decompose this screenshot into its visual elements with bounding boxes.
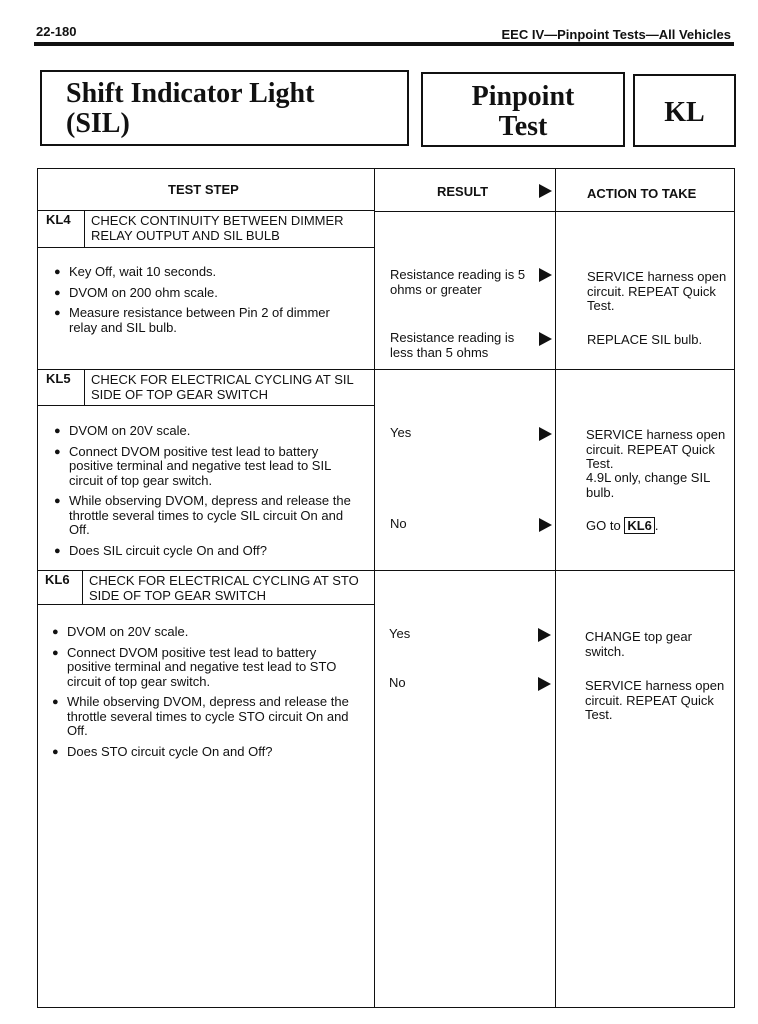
- step-id-divider: [84, 210, 85, 248]
- procedure-item: ● While observing DVOM, depress and release the throttle several times to cycle STO circuit On and Off.: [52, 695, 357, 739]
- procedure-item: ● While observing DVOM, depress and release the throttle several times to cycle SIL circuit On and Off.: [54, 494, 359, 538]
- arrow-icon: [539, 332, 552, 346]
- result-text: Resistance reading is less than 5 ohms: [390, 330, 515, 360]
- procedure-item: ● DVOM on 20V scale.: [54, 424, 359, 439]
- arrow-icon: [538, 628, 551, 642]
- arrow-icon: [539, 268, 552, 282]
- procedure-item: ● Does STO circuit cycle On and Off?: [52, 745, 357, 760]
- step-id-kl5: KL5: [46, 371, 71, 386]
- arrow-icon: [539, 518, 552, 532]
- action-text: REPLACE SIL bulb.: [587, 332, 703, 347]
- header-rule: [34, 42, 734, 46]
- step-procedure-kl5: [54, 424, 359, 564]
- action-text: 4.9L only, change SIL bulb.: [586, 470, 710, 500]
- procedure-item: ● Measure resistance between Pin 2 of dimmer relay and SIL bulb.: [54, 306, 354, 335]
- step-id-divider: [84, 369, 85, 406]
- goto-suffix: .: [654, 518, 659, 533]
- action-text: SERVICE harness open circuit. REPEAT Quick Test.: [587, 269, 727, 313]
- column-header-test-step: TEST STEP: [168, 182, 239, 197]
- result-text: No: [389, 675, 406, 690]
- step-title-kl5: CHECK FOR ELECTRICAL CYCLING AT SIL SIDE OF TOP GEAR SWITCH: [91, 372, 354, 402]
- result-text: Yes: [390, 425, 412, 440]
- procedure-item: ● Key Off, wait 10 seconds.: [54, 265, 354, 280]
- action-text: CHANGE top gear switch.: [585, 629, 692, 659]
- pinpoint-line-2: Test: [498, 111, 548, 142]
- column-header-action: ACTION TO TAKE: [587, 186, 697, 201]
- step-title-kl4: CHECK CONTINUITY BETWEEN DIMMER RELAY OUTPUT AND SIL BULB: [91, 213, 344, 243]
- procedure-item: ● Does SIL circuit cycle On and Off?: [54, 544, 359, 559]
- procedure-item: ● DVOM on 20V scale.: [52, 625, 357, 640]
- title-box: [40, 70, 409, 146]
- step-id-kl6: KL6: [45, 572, 70, 587]
- pinpoint-line-1: Pinpoint: [471, 81, 575, 112]
- step-id-kl4: KL4: [46, 212, 71, 227]
- result-text: Yes: [389, 626, 411, 641]
- arrow-icon: [539, 427, 552, 441]
- procedure-item: ● Connect DVOM positive test lead to battery positive terminal and negative test lead to SIL circuit of top gear switch.: [54, 445, 359, 489]
- action-text: SERVICE harness open circuit. REPEAT Quick Test.: [585, 678, 725, 722]
- column-divider-2: [555, 168, 556, 1008]
- title-line-2: (SIL): [66, 108, 130, 139]
- pinpoint-test-box: [421, 72, 625, 147]
- step-title-kl6: CHECK FOR ELECTRICAL CYCLING AT STO SIDE OF TOP GEAR SWITCH: [89, 573, 359, 603]
- arrow-icon: [539, 184, 552, 198]
- action-text: SERVICE harness open circuit. REPEAT Quick Test.: [586, 427, 726, 471]
- arrow-icon: [538, 677, 551, 691]
- goto-step-link[interactable]: KL6: [624, 517, 655, 534]
- result-text: No: [390, 516, 407, 531]
- step-id-divider: [82, 570, 83, 605]
- running-head: EEC IV—Pinpoint Tests—All Vehicles: [501, 27, 731, 42]
- procedure-item: ● Connect DVOM positive test lead to battery positive terminal and negative test lead to STO circuit of top gear switch.: [52, 646, 357, 690]
- goto-prefix: GO to: [586, 518, 621, 533]
- header-divider-result: [374, 211, 735, 212]
- title-line-1: Shift Indicator Light: [66, 78, 315, 109]
- action-goto: [586, 517, 659, 534]
- test-code-box: KL: [633, 74, 736, 147]
- step-procedure-kl6: [52, 625, 357, 765]
- column-header-result: RESULT: [437, 184, 489, 199]
- procedure-item: ● DVOM on 200 ohm scale.: [54, 286, 354, 301]
- result-text: Resistance reading is 5 ohms or greater: [390, 267, 526, 297]
- step-procedure-kl4: [54, 265, 354, 341]
- page-number: 22-180: [36, 24, 77, 39]
